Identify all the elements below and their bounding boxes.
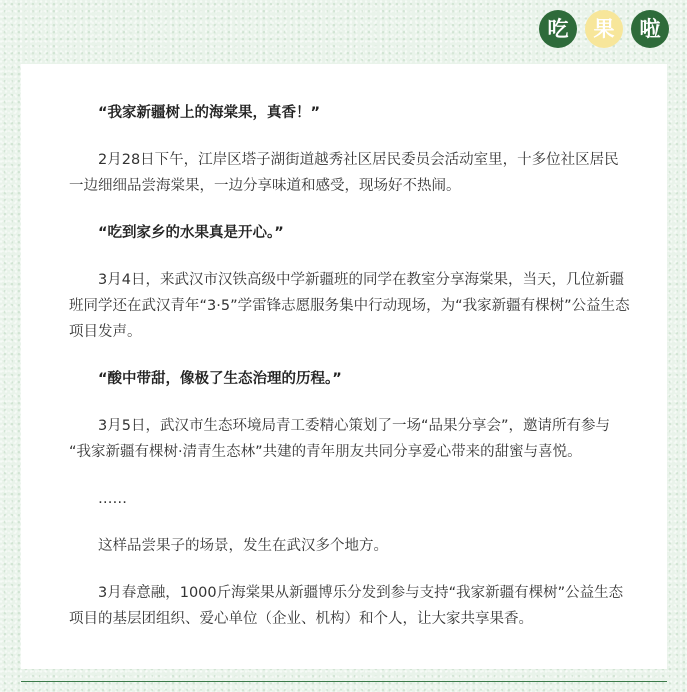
paragraph-3-line-1: 3月5日，武汉市生态环境局青工委精心策划了一场“品果分享会”，邀请所有参与: [98, 418, 610, 434]
badge-guo: 果: [585, 10, 623, 48]
paragraph-5: [69, 580, 647, 632]
paragraph-5-line-2: 项目的基层团组织、爱心单位（企业、机构）和个人，让大家共享果香。: [69, 611, 533, 627]
badge-chi: 吃: [539, 10, 577, 48]
bottom-divider: [21, 681, 667, 682]
paragraph-2: [69, 267, 647, 345]
paragraph-3-line-2: “我家新疆有棵树·清青生态林”共建的青年朋友共同分享爱心带来的甜蜜与喜悦。: [69, 444, 582, 460]
quote-2: “吃到家乡的水果真是开心。”: [98, 225, 284, 241]
paragraph-2-line-1: 3月4日，来武汉市汉铁高级中学新疆班的同学在教室分享海棠果，当天，几位新疆: [98, 272, 624, 288]
ellipsis: ……: [98, 491, 127, 507]
paragraph-1: [69, 147, 647, 199]
badge-la: 啦: [631, 10, 669, 48]
paragraph-5-line-1: 3月春意融，1000斤海棠果从新疆博乐分发到参与支持“我家新疆有棵树”公益生态: [98, 585, 624, 601]
paragraph-2-line-2: 班同学还在武汉青年“3·5”学雷锋志愿服务集中行动现场，为“我家新疆有棵树”公益生态: [69, 298, 630, 314]
header-badges: [539, 10, 669, 48]
quote-1: “我家新疆树上的海棠果，真香！”: [98, 105, 321, 121]
paragraph-3: [69, 413, 647, 465]
paragraph-4: 这样品尝果子的场景，发生在武汉多个地方。: [98, 538, 388, 554]
paragraph-1-line-1: 2月28日下午，江岸区塔子湖街道越秀社区居民委员会活动室里，十多位社区居民: [98, 152, 619, 168]
paragraph-1-line-2: 一边细细品尝海棠果，一边分享味道和感受，现场好不热闹。: [69, 178, 461, 194]
article-card: [21, 64, 667, 669]
quote-3: “酸中带甜，像极了生态治理的历程。”: [98, 371, 342, 387]
paragraph-2-line-3: 项目发声。: [69, 324, 142, 340]
